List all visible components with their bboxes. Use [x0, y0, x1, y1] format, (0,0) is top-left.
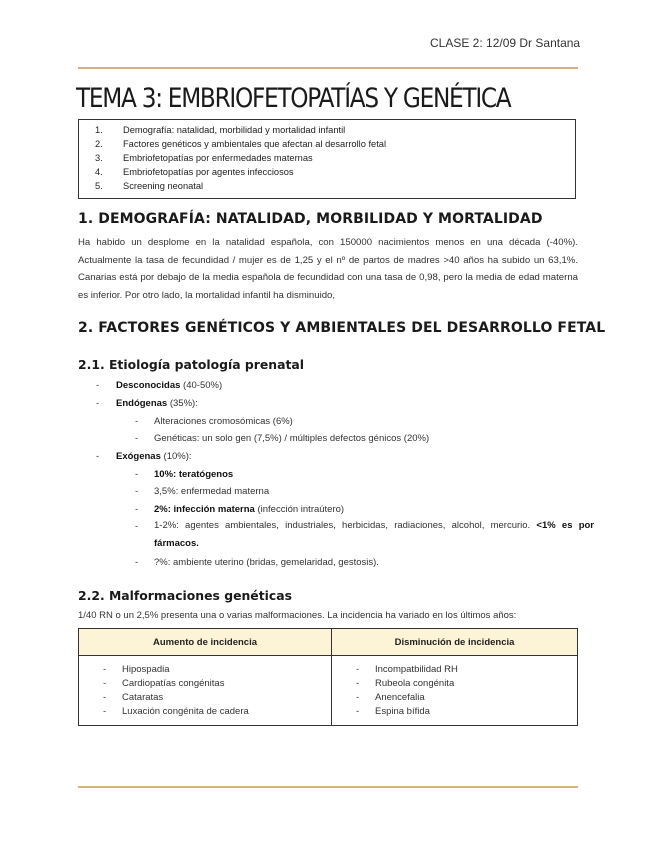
bullet-dash: - [96, 451, 100, 462]
increase-cell [79, 656, 332, 726]
header-class-info: CLASE 2: 12/09 Dr Santana [430, 36, 581, 50]
section-1-paragraph: Ha habido un desplome en la natalidad española, con 150000 nacimientos menos en una década (-40%). Actualmente la tasa de fecundidad / mujer es de 1,25 y el nº de partos de madres >40 años ha subido un 63,1%. Canarias está por debajo de la media española de fecundidad con una tasa de 0,98, pero la media de edad materna es inferior. Por otro lado, la mortalidad infantil ha disminuido, [78, 237, 578, 301]
list-item: - Cardiopatías congénitas [79, 677, 331, 691]
toc-item-1: 1. Demografía: natalidad, morbilidad y mortalidad infantil [95, 125, 346, 135]
exogenas-item-3: 2%: infección materna (infección intraútero) [154, 504, 345, 515]
toc-item-5: 5. Screening neonatal [95, 181, 204, 191]
exogenas-item-1: 10%: teratógenos [154, 469, 234, 480]
section-2-heading: 2. FACTORES GENÉTICOS Y AMBIENTALES DEL DESARROLLO FETAL [78, 320, 606, 336]
endogenas-item-1: Alteraciones cromosómicas (6%) [154, 416, 293, 427]
sub-bullet-dash: - [135, 416, 139, 427]
page-title: TEMA 3: EMBRIOFETOPATÍAS Y GENÉTICA [76, 83, 511, 114]
incidence-table [78, 628, 578, 726]
list-item: - Luxación congénita de cadera [79, 705, 331, 719]
exogenas-item-5: ?%: ambiente uterino (bridas, gemelaridad, gestosis). [154, 557, 379, 568]
list-item: - Rubeola congénita [332, 677, 577, 691]
bullet-exogenas: Exógenas (10%): [116, 451, 192, 462]
list-item: - Incompatbilidad RH [332, 663, 577, 677]
bullet-desconocidas: Desconocidas (40-50%) [116, 380, 223, 391]
list-item: - Cataratas [79, 691, 331, 705]
list-item: - Anencefalia [332, 691, 577, 705]
footer-divider [78, 786, 578, 788]
toc-item-3: 3. Embriofetopatías por enfermedades maternas [95, 153, 313, 163]
sub-bullet-dash: - [135, 504, 139, 515]
exogenas-item-4: 1-2%: agentes ambientales, industriales, herbicidas, radiaciones, alcohol, mercurio. <1% es por fármacos. [154, 520, 595, 549]
bullet-endogenas: Endógenas (35%): [116, 398, 198, 409]
sub-bullet-dash: - [135, 469, 139, 480]
decrease-cell [332, 656, 578, 726]
table-of-contents [78, 119, 576, 199]
list-item: - Espina bífida [332, 705, 577, 719]
sub-bullet-dash: - [135, 486, 139, 497]
exogenas-item-2: 3,5%: enfermedad materna [154, 486, 270, 497]
toc-item-2: 2. Factores genéticos y ambientales que afectan al desarrollo fetal [95, 139, 387, 149]
list-item: - Hipospadia [79, 663, 331, 677]
endogenas-item-2: Genéticas: un solo gen (7,5%) / múltiples defectos génicos (20%) [154, 433, 430, 444]
sub-bullet-dash: - [135, 521, 139, 532]
header-divider [78, 67, 578, 69]
sub-bullet-dash: - [135, 433, 139, 444]
table-header-decrease: Disminución de incidencia [332, 629, 578, 656]
bullet-dash: - [96, 380, 100, 391]
section-1-heading: 1. DEMOGRAFÍA: NATALIDAD, MORBILIDAD Y MORTALIDAD [78, 211, 543, 227]
subsection-2-1-heading: 2.1. Etiología patología prenatal [78, 357, 304, 372]
malformaciones-intro: 1/40 RN o un 2,5% presenta una o varias malformaciones. La incidencia ha variado en los últimos años: [78, 610, 517, 621]
bullet-dash: - [96, 398, 100, 409]
table-header-increase: Aumento de incidencia [79, 629, 332, 656]
sub-bullet-dash: - [135, 557, 139, 568]
subsection-2-2-heading: 2.2. Malformaciones genéticas [78, 588, 292, 603]
toc-item-4: 4. Embriofetopatías por agentes infecciosos [95, 167, 294, 177]
